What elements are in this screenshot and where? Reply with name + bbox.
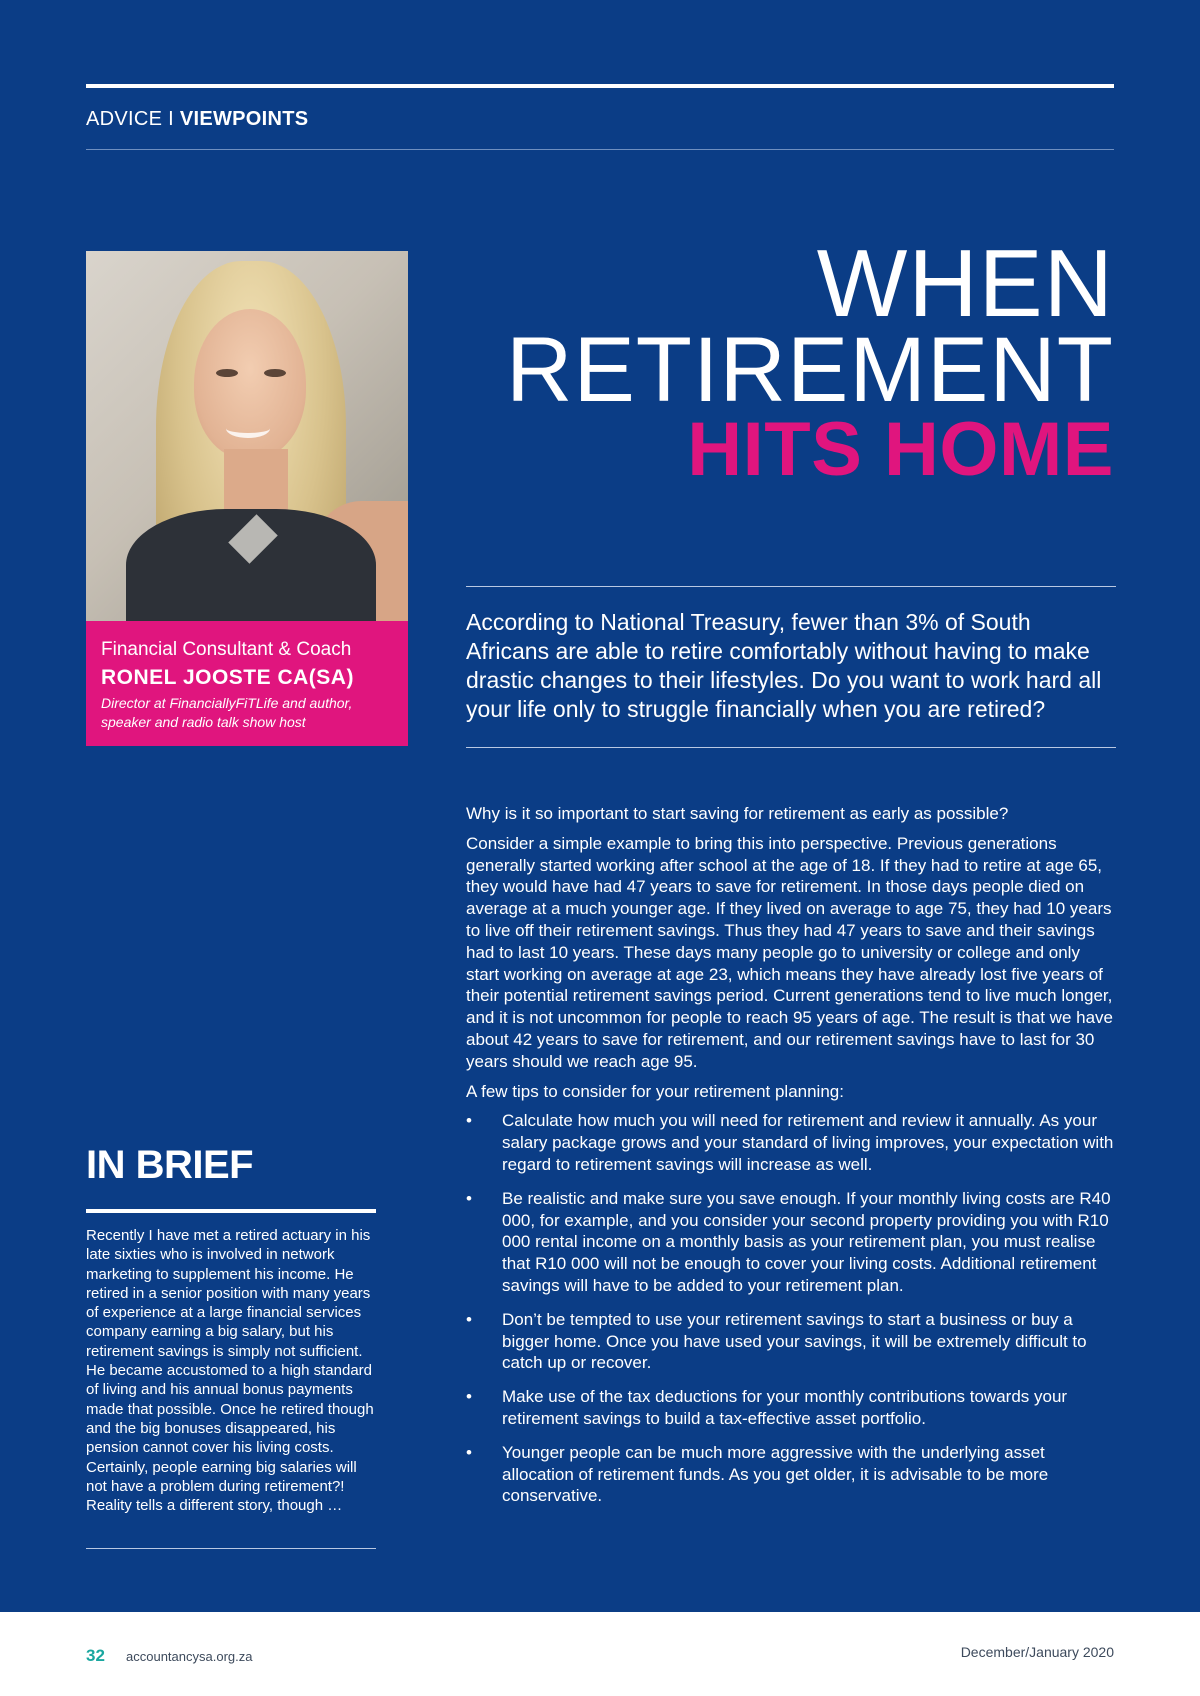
article-body <box>466 803 1114 1519</box>
section-separator: I <box>162 108 180 130</box>
tip-item <box>466 1309 1114 1374</box>
title-line-1: WHEN <box>816 230 1114 337</box>
website-link[interactable]: accountancysa.org.za <box>126 1649 253 1664</box>
tips-intro: A few tips to consider for your retirement planning: <box>466 1081 844 1101</box>
in-brief-bottom-rule <box>86 1548 376 1549</box>
standfirst-top-rule <box>466 586 1116 587</box>
tip-item <box>466 1188 1114 1297</box>
section-label <box>86 108 308 131</box>
body-question: Why is it so important to start saving for retirement as early as possible? <box>466 804 1009 823</box>
page-footer <box>0 1612 1200 1696</box>
tip-text: Younger people can be much more aggressive with the underlying asset allocation of retirement funds. As you get older, it is advisable to be more conservative. <box>502 1442 1049 1506</box>
tip-text: Make use of the tax deductions for your monthly contributions towards your retirement savings to build a tax-effective asset portfolio. <box>502 1387 1068 1428</box>
tip-text: Don’t be tempted to use your retirement savings to start a business or buy a bigger home. Once you have used your savings, it will be extremely difficult to catch up or recover. <box>502 1309 1087 1373</box>
author-name: RONEL JOOSTE CA(SA) <box>101 666 354 689</box>
tip-text: Calculate how much you will need for retirement and review it annually. As your salary package grows and your standard of living improves, your expectation with regard to retirement savings will increase as well. <box>502 1111 1114 1174</box>
top-rule <box>86 84 1114 88</box>
tip-item <box>466 1442 1114 1507</box>
author-caption <box>86 621 408 746</box>
issue-date: December/January 2020 <box>960 1644 1114 1660</box>
bullet-icon: • <box>466 1188 472 1208</box>
title-line-2: RETIREMENT <box>506 319 1114 421</box>
standfirst: According to National Treasury, fewer than 3% of South Africans are able to retire comfortably without having to make drastic changes to their lifestyles. Do you want to work hard all your life only to struggle financially when you are retired? <box>466 609 1102 722</box>
bullet-icon: • <box>466 1442 472 1462</box>
standfirst-bottom-rule <box>466 747 1116 748</box>
body-paragraph: Consider a simple example to bring this into perspective. Previous generations generally started working after school at the age of 18. If they had to retire at age 65, they would have had 47 years to save for retirement. In those days people died on average at a much younger age. If they lived on average to age 75, they had 10 years to live off their retirement savings. Thus they had 47 years to save and their savings had to last 10 years. These days many people go to university or college and only start working on average at age 23, which means they have already lost five years of their potential retirement savings period. Current generations tend to live much longer, and it is not uncommon for people to reach 95 years of age. The result is that we have about 42 years to save for retirement, and our retirement savings have to last for 30 years should we reach age 95. <box>466 833 1114 1071</box>
header-divider <box>86 149 1114 150</box>
title-line-3: HITS HOME <box>687 407 1114 492</box>
bullet-icon: • <box>466 1309 472 1329</box>
section-name: ADVICE <box>86 108 163 130</box>
bullet-icon: • <box>466 1387 472 1407</box>
subsection-name: VIEWPOINTS <box>179 108 309 130</box>
bullet-icon: • <box>466 1111 472 1131</box>
author-role: Financial Consultant & Coach <box>101 639 352 660</box>
tip-item <box>466 1110 1114 1175</box>
in-brief-heading: IN BRIEF <box>86 1143 254 1187</box>
author-description: Director at FinanciallyFiTLife and author, speaker and radio talk show host <box>101 695 353 730</box>
in-brief-text: Recently I have met a retired actuary in his late sixties who is involved in network marketing to supplement his income. He retired in a senior position with many years of experience at a large financial services company earning a big salary, but his retirement savings is simply not sufficient. He became accustomed to a high standard of living and his annual bonus payments made that possible. Once he retired though and the big bonuses disappeared, his pension cannot cover his living costs. Certainly, people earning big salaries will not have a problem during retirement?! Reality tells a different story, though … <box>86 1227 374 1515</box>
author-photo <box>86 251 408 621</box>
tip-text: Be realistic and make sure you save enough. If your monthly living costs are R40 000, for example, and you consider your second property providing you with R10 000 rental income on a monthly basis as your retirement plan, you must realise that R10 000 will not be enough to cover your living costs. Additional retirement savings will have to be added to your retirement plan. <box>502 1188 1111 1295</box>
tip-item <box>466 1386 1114 1430</box>
tips-list <box>466 1110 1114 1507</box>
page-number: 32 <box>86 1646 105 1665</box>
in-brief-rule <box>86 1209 376 1213</box>
